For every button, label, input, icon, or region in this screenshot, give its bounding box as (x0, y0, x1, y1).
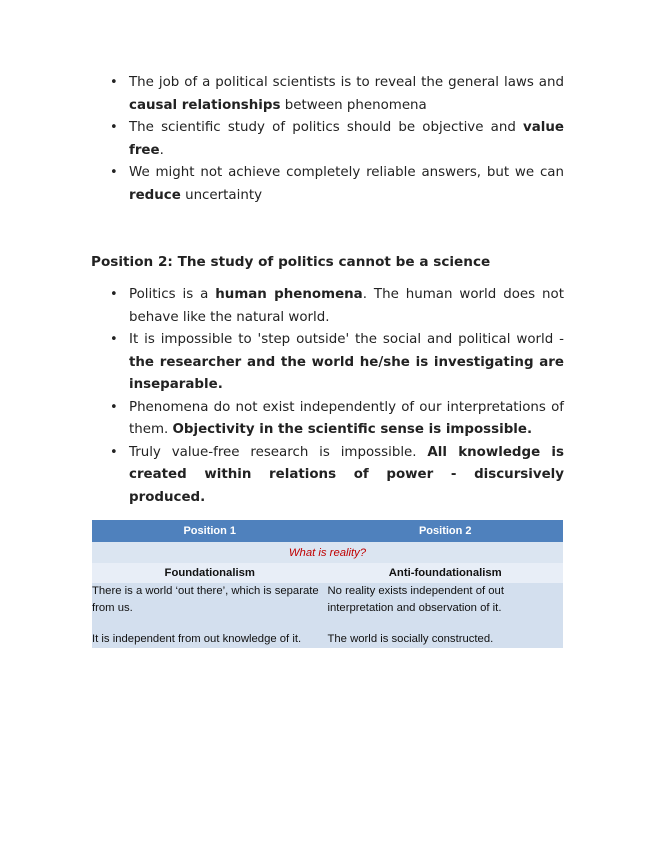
list-item: • We might not achieve completely reliable answers, but we can reduce uncertainty (110, 162, 564, 207)
table-body-row (92, 583, 563, 648)
table-question-row (92, 542, 563, 563)
list-item: • The job of a political scientists is to reveal the general laws and causal relationships between phenomena (110, 72, 564, 117)
section-heading: Position 2: The study of politics cannot be a science (91, 254, 491, 270)
cell-text: It is independent from out knowledge of it. (92, 633, 302, 645)
list-item: • Politics is a human phenomena. The human world does not behave like the natural world. (110, 284, 564, 329)
position2-bullet-list (110, 284, 564, 509)
list-item: • The scientific study of politics should be objective and value free. (110, 117, 564, 162)
table-header-position2: Position 2 (328, 520, 564, 542)
cell-text: There is a world ‘out there’, which is separate from us. (92, 585, 319, 614)
cell-text: No reality exists independent of out interpretation and observation of it. (327, 585, 504, 614)
table-cell-position1 (92, 583, 328, 648)
comparison-table (92, 520, 563, 648)
table-label-row (92, 563, 563, 583)
label-anti-foundationalism: Anti-foundationalism (328, 563, 564, 583)
table-header-row (92, 520, 563, 542)
cell-text: The world is socially constructed. (327, 633, 494, 645)
list-item: • Truly value-free research is impossible. All knowledge is created within relations of power - discursively produced. (110, 442, 564, 510)
label-foundationalism: Foundationalism (92, 563, 328, 583)
list-item: • It is impossible to 'step outside' the social and political world - the researcher and the world he/she is investigating are inseparable. (110, 329, 564, 397)
table-question: What is reality? (92, 542, 563, 563)
list-item: • Phenomena do not exist independently of our interpretations of them. Objectivity in the scientific sense is impossible. (110, 397, 564, 442)
position1-bullet-list (110, 72, 564, 207)
table-header-position1: Position 1 (92, 520, 328, 542)
table-cell-position2 (328, 583, 564, 648)
